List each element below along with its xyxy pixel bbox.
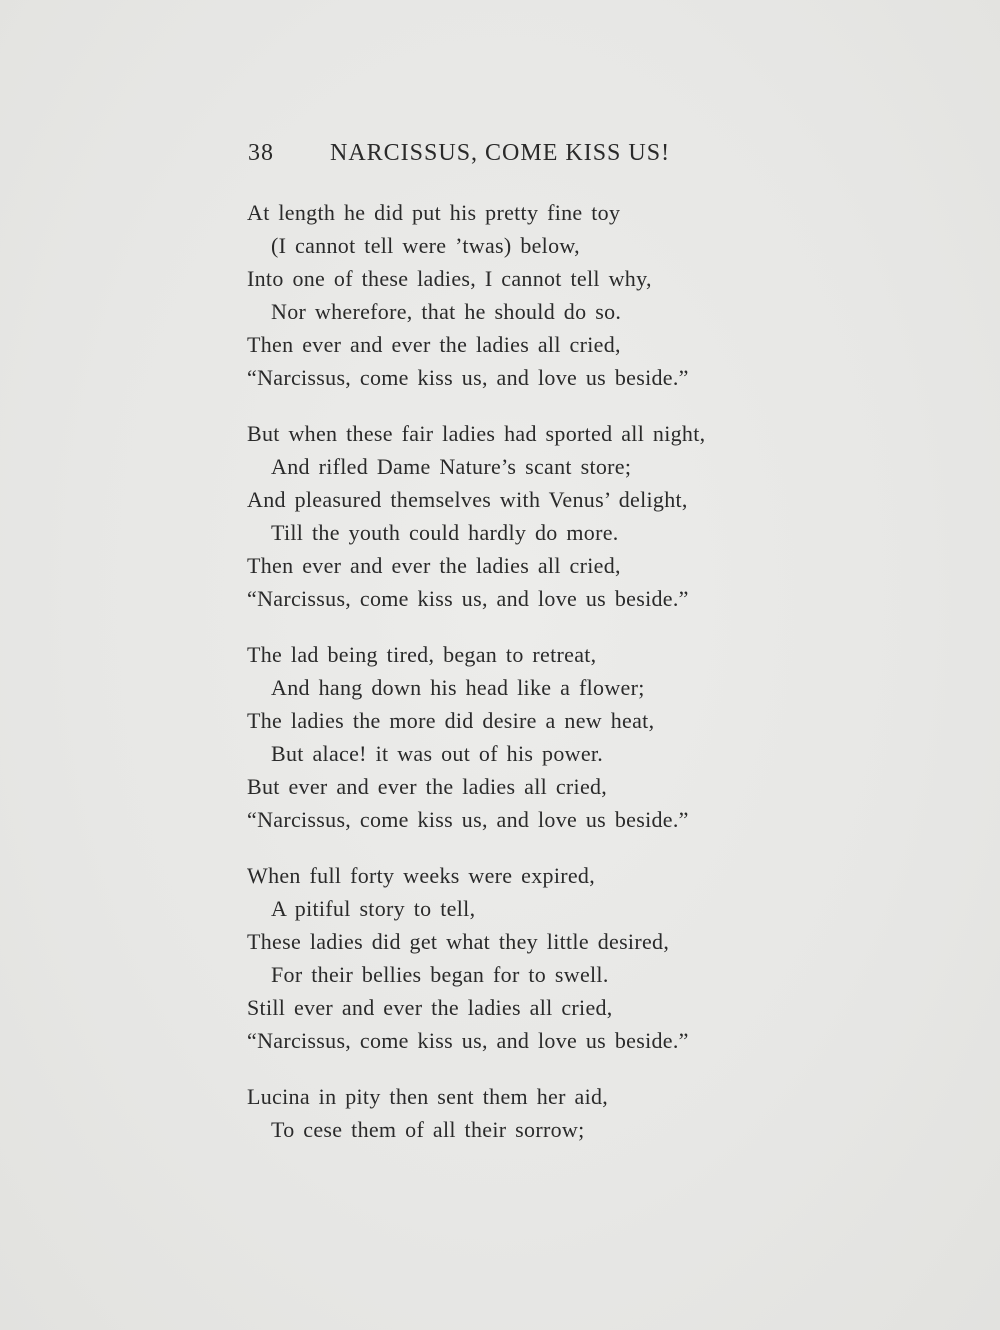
poem-line: “Narcissus, come kiss us, and love us beside.” (247, 807, 689, 832)
stanza (247, 638, 807, 836)
poem-line: These ladies did get what they little desired, (247, 929, 670, 954)
poem-line: For their bellies began for to swell. (271, 962, 609, 987)
poem-line: A pitiful story to tell, (271, 896, 476, 921)
poem-line: The lad being tired, began to retreat, (247, 642, 597, 667)
poem-line: Then ever and ever the ladies all cried, (247, 553, 621, 578)
poem-line: When full forty weeks were expired, (247, 863, 596, 888)
poem-line: At length he did put his pretty fine toy (247, 200, 621, 225)
page-number: 38 (248, 140, 274, 166)
poem-line: Into one of these ladies, I cannot tell why, (247, 266, 652, 291)
poem-line: “Narcissus, come kiss us, and love us beside.” (247, 1028, 689, 1053)
poem-line: Till the youth could hardly do more. (271, 520, 619, 545)
poem-line: Then ever and ever the ladies all cried, (247, 332, 621, 357)
poem-line: “Narcissus, come kiss us, and love us beside.” (247, 586, 689, 611)
poem-line: But ever and ever the ladies all cried, (247, 774, 608, 799)
poem-line: (I cannot tell were ’twas) below, (271, 233, 580, 258)
poem-line: To cese them of all their sorrow; (271, 1117, 585, 1142)
poem-line: Lucina in pity then sent them her aid, (247, 1084, 609, 1109)
running-header (248, 140, 768, 180)
poem-line: The ladies the more did desire a new heat, (247, 708, 655, 733)
poem-line: But when these fair ladies had sported all night, (247, 421, 706, 446)
stanza (247, 1080, 807, 1146)
running-title: NARCISSUS, COME KISS US! (330, 140, 671, 166)
poem-line: And hang down his head like a flower; (271, 675, 645, 700)
poem-line: And rifled Dame Nature’s scant store; (271, 454, 632, 479)
poem-line: Nor wherefore, that he should do so. (271, 299, 622, 324)
stanza (247, 417, 807, 615)
poem-line: “Narcissus, come kiss us, and love us beside.” (247, 365, 689, 390)
poem-line: But alace! it was out of his power. (271, 741, 604, 766)
poem-line: Still ever and ever the ladies all cried, (247, 995, 613, 1020)
poem-body (247, 196, 807, 1169)
stanza (247, 859, 807, 1057)
stanza (247, 196, 807, 394)
poem-line: And pleasured themselves with Venus’ delight, (247, 487, 688, 512)
